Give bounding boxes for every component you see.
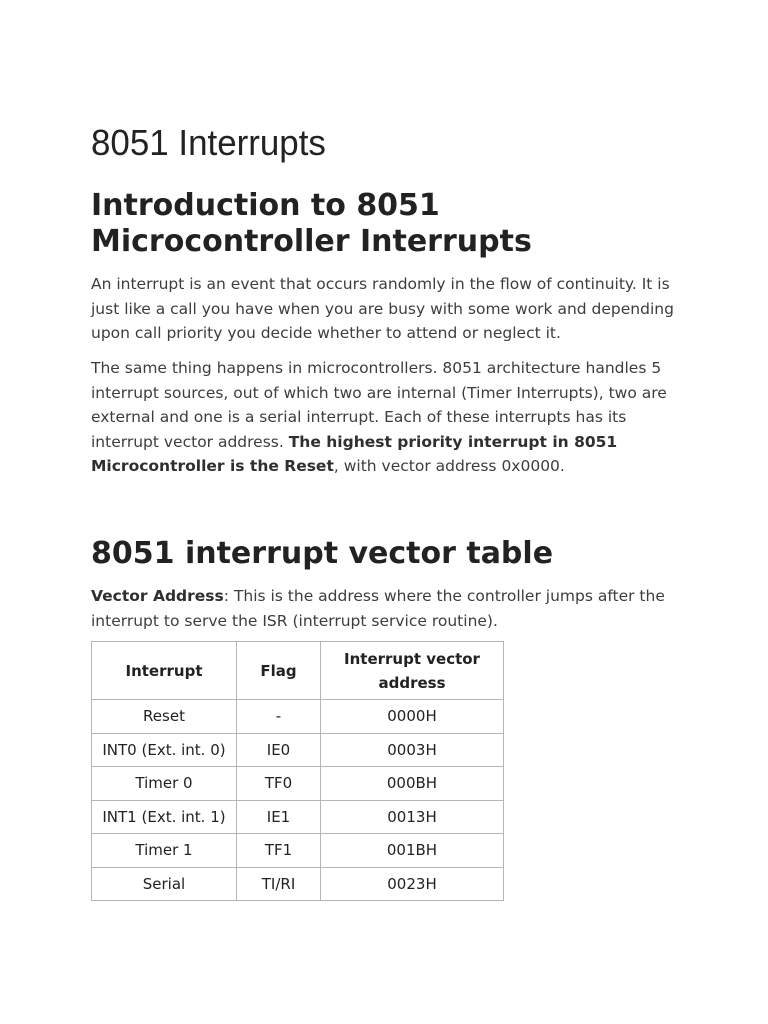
cell-interrupt: Serial xyxy=(92,867,237,901)
table-row xyxy=(92,700,504,734)
table-row xyxy=(92,733,504,767)
cell-interrupt: Timer 0 xyxy=(92,767,237,801)
vector-address-text: : This is the address where the controller jumps after the interrupt to serve the ISR (interrupt service routine). xyxy=(91,587,665,630)
cell-vector-address: 001BH xyxy=(321,834,504,868)
cell-vector-address: 0023H xyxy=(321,867,504,901)
cell-interrupt: Reset xyxy=(92,700,237,734)
architecture-text: The same thing happens in microcontrollers. 8051 architecture handles 5 interrupt sources, out of which two are internal (Timer Interrupts), two are external and one is a serial interrupt. Each of these interrupts has its interrupt vector address. xyxy=(91,359,667,451)
cell-interrupt: Timer 1 xyxy=(92,834,237,868)
priority-highlight: The highest priority interrupt in 8051 Microcontroller is the Reset xyxy=(91,432,618,475)
intro-heading: Introduction to 8051 Microcontroller Interrupts xyxy=(91,188,532,259)
cell-flag: TF0 xyxy=(237,767,321,801)
architecture-text-end: , with vector address 0x0000. xyxy=(333,457,565,475)
cell-flag: IE1 xyxy=(237,800,321,834)
cell-flag: TI/RI xyxy=(237,867,321,901)
cell-vector-address: 0000H xyxy=(321,700,504,734)
cell-interrupt: INT1 (Ext. int. 1) xyxy=(92,800,237,834)
intro-paragraph: An interrupt is an event that occurs randomly in the flow of continuity. It is just like a call you have when you are busy with some work and depending upon call priority you decide whether to attend or neglect it. xyxy=(91,275,674,342)
cell-vector-address: 0003H xyxy=(321,733,504,767)
page-title: 8051 Interrupts xyxy=(91,122,326,163)
vector-table-heading: 8051 interrupt vector table xyxy=(91,536,554,571)
header-interrupt: Interrupt xyxy=(92,642,237,700)
cell-flag: - xyxy=(237,700,321,734)
interrupt-vector-table xyxy=(91,641,504,901)
table-row xyxy=(92,767,504,801)
table-header-row xyxy=(92,642,504,700)
cell-interrupt: INT0 (Ext. int. 0) xyxy=(92,733,237,767)
header-flag: Flag xyxy=(237,642,321,700)
header-vector-address: Interrupt vector address xyxy=(321,642,504,700)
cell-flag: IE0 xyxy=(237,733,321,767)
cell-vector-address: 000BH xyxy=(321,767,504,801)
vector-address-term: Vector Address xyxy=(91,587,224,605)
cell-vector-address: 0013H xyxy=(321,800,504,834)
architecture-paragraph xyxy=(91,356,681,479)
cell-flag: TF1 xyxy=(237,834,321,868)
table-row xyxy=(92,867,504,901)
vector-address-definition xyxy=(91,584,681,633)
table-row xyxy=(92,834,504,868)
table-row xyxy=(92,800,504,834)
